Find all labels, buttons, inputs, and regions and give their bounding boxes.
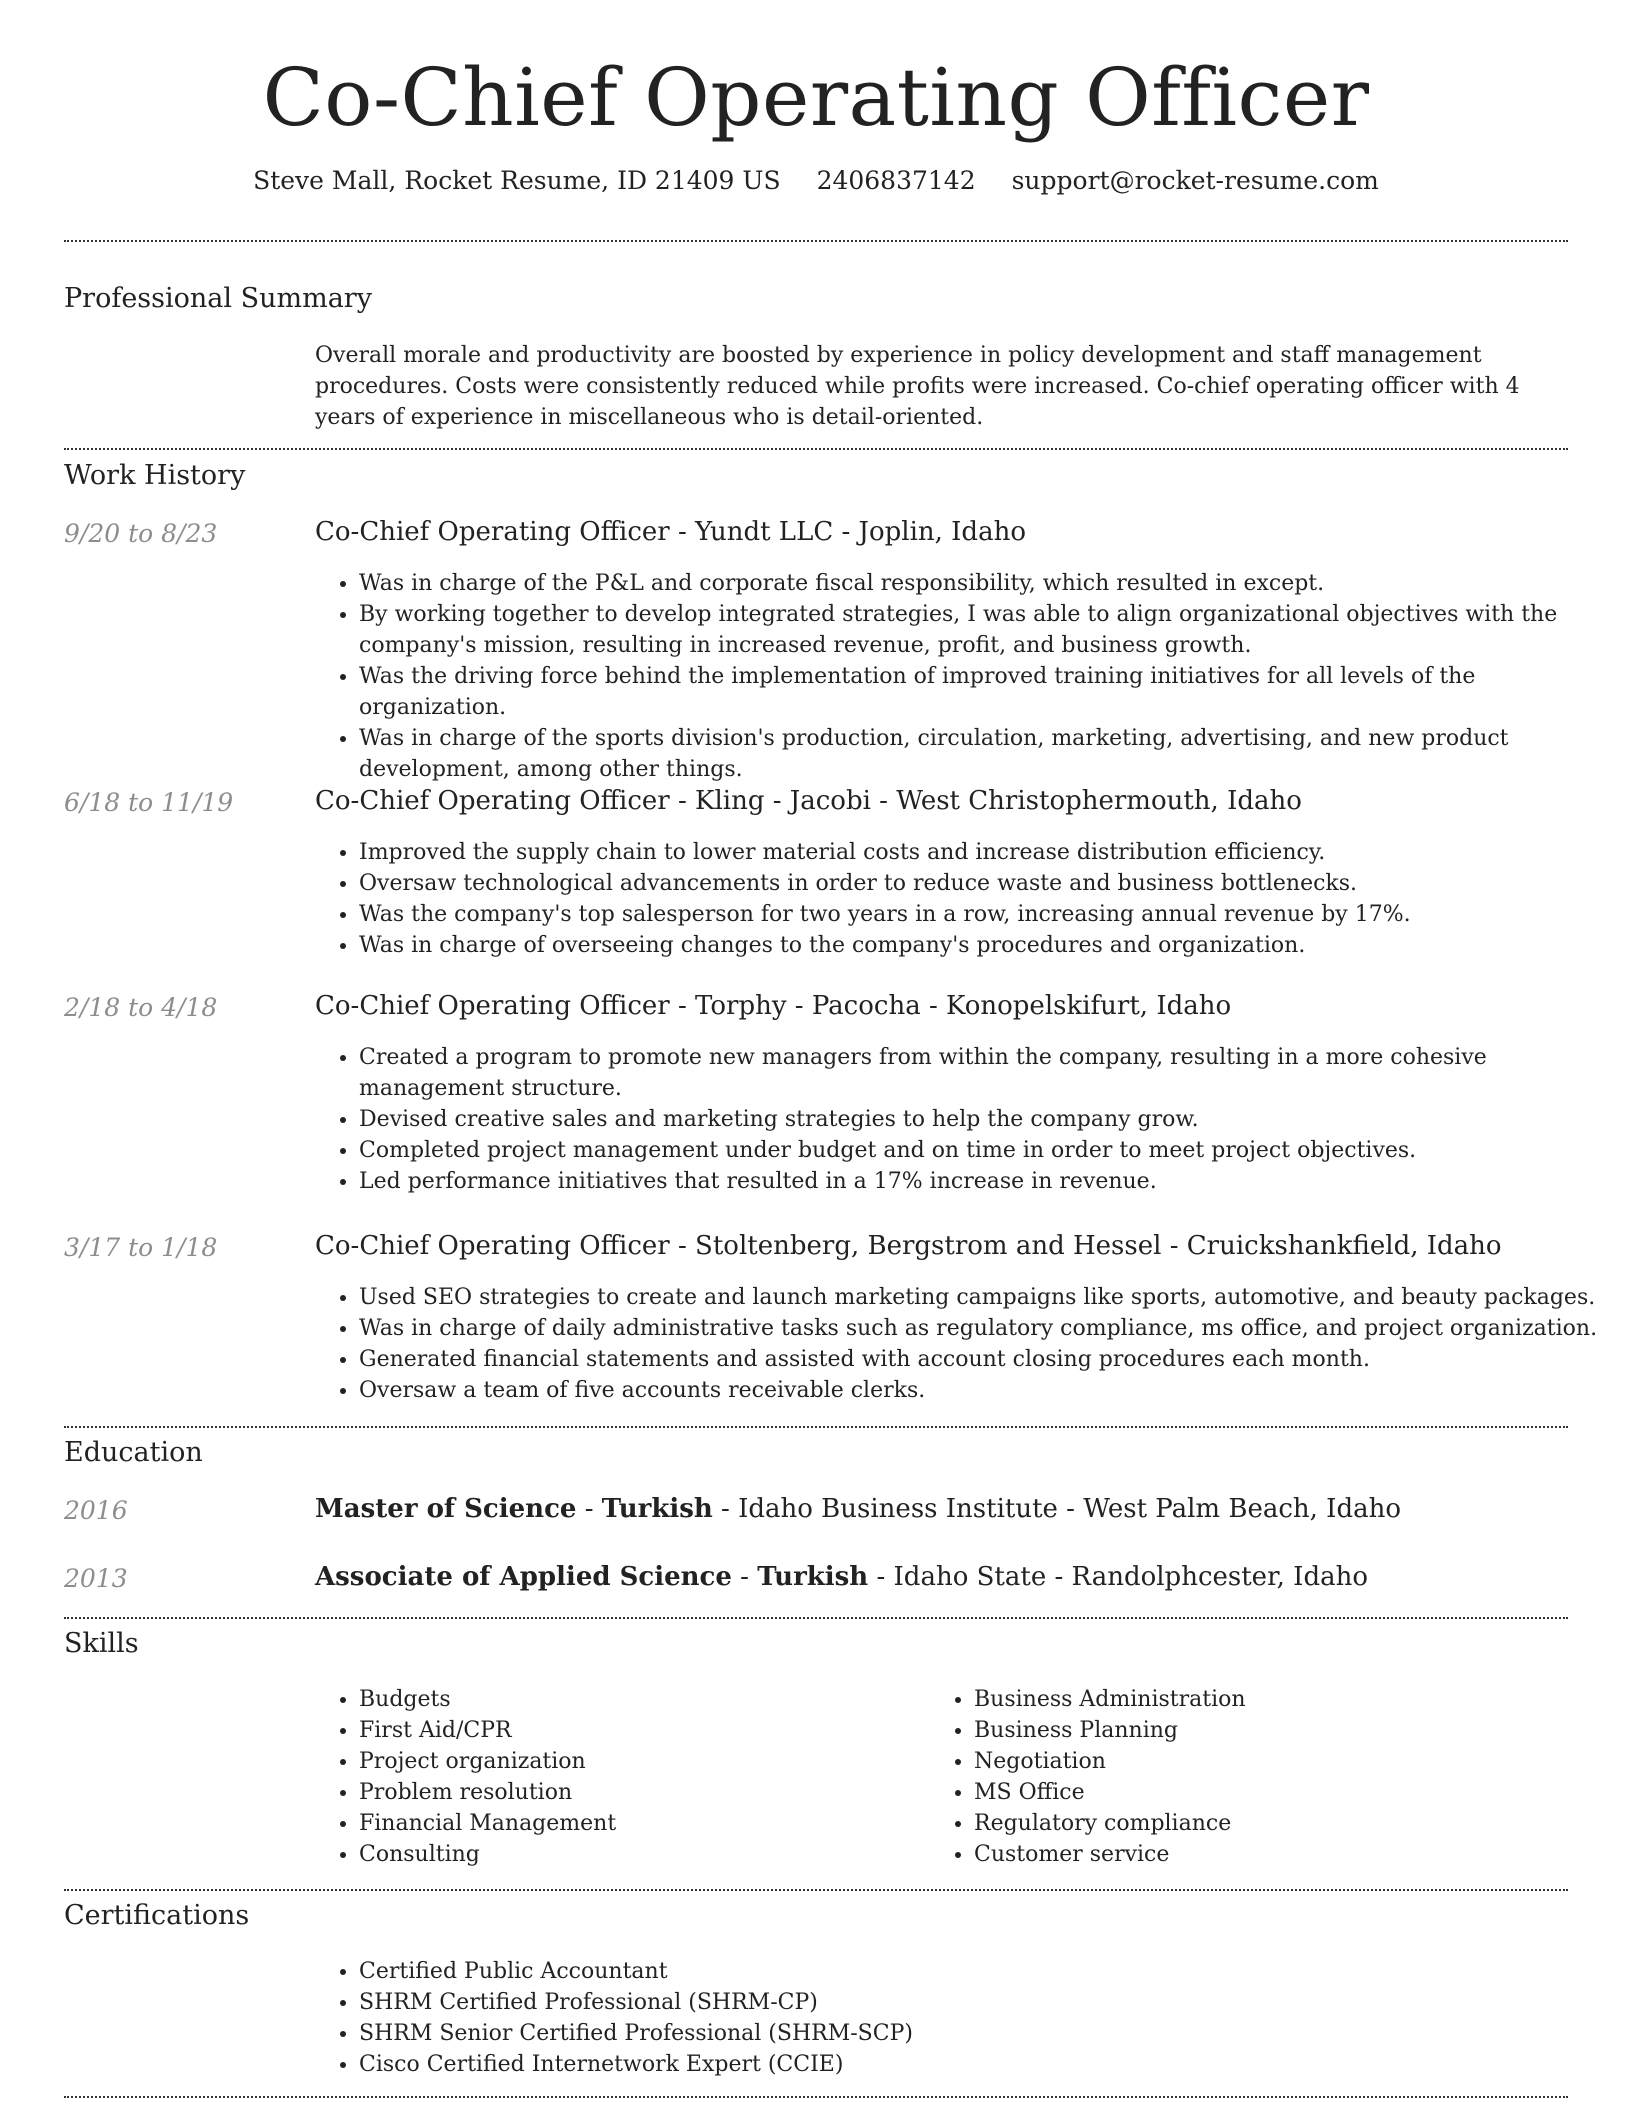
list-item: • Oversaw a team of five accounts receivable clerks.: [359, 1375, 1609, 1406]
page-title: Co-Chief Operating Officer: [262, 51, 1370, 144]
school-location: - Idaho Business Institute - West Palm Beach, Idaho: [712, 1494, 1401, 1524]
list-item: • Was in charge of overseeing changes to the company's procedures and organization.: [359, 930, 1609, 961]
degree-separator: -: [731, 1562, 758, 1592]
list-item: • Was in charge of daily administrative tasks such as regulatory compliance, ms office, and project organization.: [359, 1313, 1609, 1344]
list-item: • Oversaw technological advancements in order to reduce waste and business bottlenecks.: [359, 868, 1609, 899]
degree-name: Master of Science: [315, 1494, 577, 1524]
list-item: • Was the company's top salesperson for two years in a row, increasing annual revenue by 17%.: [359, 899, 1609, 930]
list-item: • MS Office: [974, 1777, 1574, 1808]
list-item: • Cisco Certified Internetwork Expert (CCIE): [359, 2049, 1559, 2080]
list-item: • Was in charge of the sports division's production, circulation, marketing, advertising, and new product development, among other things.: [359, 723, 1609, 785]
section-divider: [64, 1426, 1568, 1428]
list-item: • Generated financial statements and assisted with account closing procedures each month.: [359, 1344, 1609, 1375]
education-entry: [315, 1494, 1401, 1525]
list-item: • Negotiation: [974, 1746, 1574, 1777]
section-divider: [64, 1617, 1568, 1619]
job-dates: 3/17 to 1/18: [64, 1233, 218, 1262]
job-heading: [315, 1231, 1502, 1262]
list-item: • SHRM Certified Professional (SHRM-CP): [359, 1987, 1559, 2018]
job-dates: 9/20 to 8/23: [64, 519, 218, 548]
list-item: • Created a program to promote new managers from within the company, resulting in a more cohesive management structure.: [359, 1042, 1609, 1104]
list-item: • Customer service: [974, 1839, 1574, 1870]
degree-separator: -: [576, 1494, 602, 1524]
degree-field: Turkish: [601, 1494, 713, 1524]
list-item: • SHRM Senior Certified Professional (SHRM-SCP): [359, 2018, 1559, 2049]
list-item: • Led performance initiatives that resulted in a 17% increase in revenue.: [359, 1166, 1609, 1197]
job-employer: - Stoltenberg, Bergstrom and Hessel - Cruickshankfield, Idaho: [669, 1231, 1502, 1261]
list-item: • By working together to develop integrated strategies, I was able to align organizational objectives with the company's mission, resulting in increased revenue, profit, and business growth.: [359, 599, 1609, 661]
job-dates: 2/18 to 4/18: [64, 993, 218, 1022]
contact-address: Steve Mall, Rocket Resume, ID 21409 US: [253, 166, 781, 195]
job-title: Co-Chief Operating Officer: [315, 991, 670, 1021]
contact-email: support@rocket-resume.com: [1011, 166, 1379, 195]
list-item: • Business Planning: [974, 1715, 1574, 1746]
summary-text: Overall morale and productivity are boosted by experience in policy development and staff management procedures. Costs were consistently reduced while profits were increased. Co-chief operating officer with 4 years of experience in miscellaneous who is detail-oriented.: [315, 343, 1520, 430]
job-dates: 6/18 to 11/19: [64, 788, 234, 817]
degree-field: Turkish: [757, 1562, 869, 1592]
job-employer: - Kling - Jacobi - West Christophermouth, Idaho: [669, 786, 1302, 816]
job-title: Co-Chief Operating Officer: [315, 786, 670, 816]
job-heading: [315, 786, 1302, 817]
contact-line: [0, 166, 1632, 195]
job-employer: - Torphy - Pacocha - Konopelskifurt, Idaho: [669, 991, 1232, 1021]
education-entry: [315, 1562, 1368, 1593]
list-item: • Budgets: [359, 1684, 919, 1715]
job-heading: [315, 991, 1231, 1022]
section-divider: [64, 1889, 1568, 1891]
job-heading: [315, 517, 1026, 548]
list-item: • Completed project management under budget and on time in order to meet project objectives.: [359, 1135, 1609, 1166]
list-item: • Used SEO strategies to create and launch marketing campaigns like sports, automotive, and beauty packages.: [359, 1282, 1609, 1313]
certifications-list: [315, 1956, 1559, 2080]
list-item: • Was in charge of the P&L and corporate fiscal responsibility, which resulted in except.: [359, 568, 1609, 599]
job-bullets: [315, 568, 1609, 785]
section-divider: [64, 2096, 1568, 2098]
degree-name: Associate of Applied Science: [315, 1562, 732, 1592]
school-location: - Idaho State - Randolphcester, Idaho: [868, 1562, 1368, 1592]
job-bullets: [315, 837, 1609, 961]
list-item: • First Aid/CPR: [359, 1715, 919, 1746]
summary-heading: Professional Summary: [64, 283, 372, 314]
list-item: • Consulting: [359, 1839, 919, 1870]
list-item: • Problem resolution: [359, 1777, 919, 1808]
list-item: • Improved the supply chain to lower material costs and increase distribution efficiency.: [359, 837, 1609, 868]
list-item: • Was the driving force behind the implementation of improved training initiatives for all levels of the organization.: [359, 661, 1609, 723]
section-divider: [64, 240, 1568, 242]
skills-list-right: [930, 1684, 1574, 1870]
job-bullets: [315, 1042, 1609, 1197]
skills-list-left: [315, 1684, 919, 1870]
education-year: 2013: [64, 1564, 128, 1593]
list-item: • Financial Management: [359, 1808, 919, 1839]
education-year: 2016: [64, 1496, 128, 1525]
job-title: Co-Chief Operating Officer: [315, 517, 670, 547]
list-item: • Regulatory compliance: [974, 1808, 1574, 1839]
work-history-heading: Work History: [64, 460, 246, 491]
job-employer: - Yundt LLC - Joplin, Idaho: [669, 517, 1026, 547]
list-item: • Devised creative sales and marketing strategies to help the company grow.: [359, 1104, 1609, 1135]
list-item: • Certified Public Accountant: [359, 1956, 1559, 1987]
list-item: • Business Administration: [974, 1684, 1574, 1715]
section-divider: [64, 448, 1568, 450]
skills-heading: Skills: [64, 1628, 139, 1659]
job-bullets: [315, 1282, 1609, 1406]
job-title: Co-Chief Operating Officer: [315, 1231, 670, 1261]
list-item: • Project organization: [359, 1746, 919, 1777]
contact-phone: 2406837142: [816, 166, 976, 195]
certifications-heading: Certifications: [64, 1900, 250, 1931]
education-heading: Education: [64, 1437, 203, 1468]
resume-header: [0, 0, 1632, 195]
